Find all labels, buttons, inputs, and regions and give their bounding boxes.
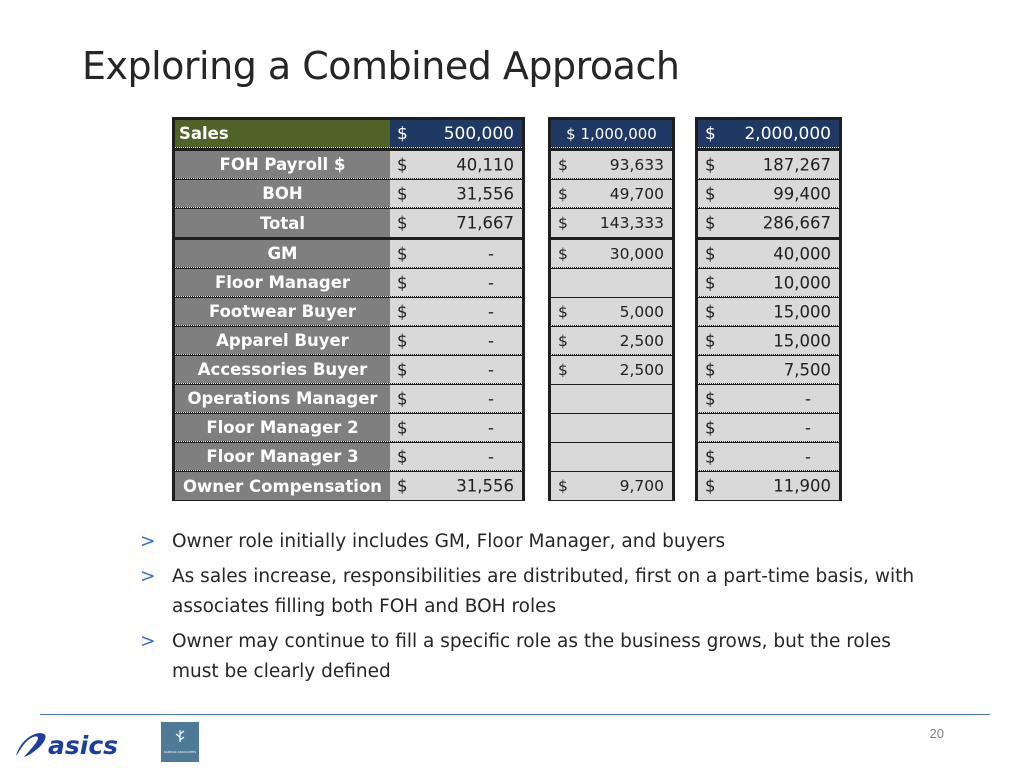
row-value: [390, 443, 522, 470]
table-row: [551, 240, 672, 268]
asics-logo-text: asics: [48, 731, 119, 760]
row-value: [698, 180, 839, 207]
row-value: [390, 120, 522, 147]
currency-symbol: $: [558, 244, 568, 263]
row-value: [390, 180, 522, 207]
currency-symbol: $: [397, 476, 408, 496]
table-500k: [172, 117, 525, 501]
table-row: [551, 443, 672, 471]
footer-divider: [40, 714, 990, 715]
table-row-total: [175, 209, 522, 237]
row-label: Floor Manager: [175, 269, 390, 296]
row-value: [390, 298, 522, 325]
table-row-apparel-buyer: [175, 327, 522, 355]
currency-symbol: $: [705, 302, 716, 321]
amount: 40,000: [773, 244, 831, 263]
row-value: [698, 240, 839, 267]
currency-symbol: $: [558, 331, 568, 350]
table-row-boh: [175, 180, 522, 208]
row-value: [390, 414, 522, 441]
row-value: [551, 356, 672, 384]
table-row-floor-manager-2: [175, 414, 522, 442]
karhan-associates-logo: [161, 722, 199, 762]
currency-symbol: $: [705, 213, 716, 233]
table-row-accessories-buyer: [175, 356, 522, 384]
table-row: [551, 414, 672, 442]
table-row-footwear-buyer: [175, 298, 522, 326]
row-label: Owner Compensation: [175, 472, 390, 500]
currency-symbol: $: [397, 273, 408, 292]
currency-symbol: $: [397, 155, 408, 174]
currency-symbol: $: [558, 361, 568, 379]
currency-symbol: $: [397, 418, 408, 437]
row-value: [698, 151, 839, 178]
table-row-floor-manager: [175, 269, 522, 297]
amount: 31,556: [456, 476, 514, 496]
row-value: [551, 180, 672, 207]
table-2m: [695, 117, 842, 501]
amount: 500,000: [443, 123, 514, 144]
currency-symbol: $: [705, 331, 716, 350]
table-row: [698, 209, 839, 237]
row-value: [551, 298, 672, 325]
row-value: [551, 414, 672, 442]
currency-symbol: $: [397, 184, 408, 203]
slide-title: Exploring a Combined Approach: [82, 44, 680, 88]
currency-symbol: $: [705, 447, 716, 466]
page-number: 20: [929, 726, 944, 741]
table-row: [551, 151, 672, 179]
row-label: GM: [175, 240, 390, 267]
amount: -: [805, 389, 811, 408]
amount: 31,556: [456, 184, 514, 203]
table-row-sales: [175, 120, 522, 148]
row-value: [390, 269, 522, 296]
bullet-item: [140, 627, 940, 687]
table-row-gm: [175, 240, 522, 268]
row-value: [698, 414, 839, 441]
amount: 286,667: [762, 213, 831, 233]
currency-symbol: $: [397, 447, 408, 466]
bullet-arrow-icon: >: [140, 631, 156, 652]
currency-symbol: $: [397, 360, 408, 379]
bullet-arrow-icon: >: [140, 531, 156, 552]
amount: 187,267: [762, 155, 831, 174]
row-label: Accessories Buyer: [175, 356, 390, 383]
asics-logo: [14, 726, 132, 760]
currency-symbol: $: [558, 155, 568, 174]
row-value: [390, 240, 522, 267]
currency-symbol: $: [705, 123, 716, 144]
amount: 30,000: [609, 244, 664, 263]
row-value: [698, 298, 839, 325]
amount: -: [488, 331, 494, 350]
currency-symbol: $: [558, 184, 568, 203]
table-row: [551, 209, 672, 237]
row-label: Floor Manager 2: [175, 414, 390, 441]
table-row: [698, 443, 839, 471]
row-value: [698, 120, 839, 147]
row-label: Sales: [175, 120, 390, 147]
amount: 2,500: [619, 361, 664, 379]
bullet-text: As sales increase, responsibilities are distributed, first on a part-time basis, with associates filling both FOH and BOH roles: [172, 566, 915, 617]
amount: 2,500: [619, 331, 664, 350]
row-value: [390, 209, 522, 237]
table-row-owner-compensation: [175, 472, 522, 500]
amount: 93,633: [609, 155, 664, 174]
row-value: [551, 209, 672, 237]
currency-symbol: $: [705, 389, 716, 408]
amount: -: [488, 273, 494, 292]
row-label: Footwear Buyer: [175, 298, 390, 325]
amount: 15,000: [773, 302, 831, 321]
row-label: Operations Manager: [175, 385, 390, 412]
karhan-logo-icon: [161, 722, 199, 762]
table-row: [551, 385, 672, 413]
row-value: [390, 472, 522, 500]
row-label: Total: [175, 209, 390, 237]
table-row: [698, 472, 839, 500]
row-value: [698, 385, 839, 412]
amount: 10,000: [773, 273, 831, 292]
amount: 5,000: [619, 302, 664, 321]
currency-symbol: $: [705, 244, 716, 263]
amount: -: [488, 447, 494, 466]
table-row-sales: [551, 120, 672, 148]
row-value: [698, 269, 839, 296]
bullet-text: Owner role initially includes GM, Floor Manager, and buyers: [172, 531, 726, 552]
amount: 40,110: [456, 155, 514, 174]
currency-symbol: $: [397, 302, 408, 321]
currency-symbol: $: [558, 477, 568, 495]
bullet-item: [140, 527, 940, 557]
karhan-logo-text: KARHAN ASSOCIATES: [163, 750, 197, 754]
row-value: [698, 327, 839, 354]
bullet-list: [140, 527, 940, 692]
row-label: FOH Payroll $: [175, 151, 390, 178]
table-row: [698, 240, 839, 268]
currency-symbol: $: [705, 418, 716, 437]
table-row: [698, 151, 839, 179]
table-row-operations-manager: [175, 385, 522, 413]
amount: -: [805, 418, 811, 437]
amount: 2,000,000: [744, 123, 831, 144]
amount: -: [488, 360, 494, 379]
bullet-text: Owner may continue to fill a specific role as the business grows, but the roles must be clearly defined: [172, 631, 891, 682]
row-value: [698, 209, 839, 237]
row-label: BOH: [175, 180, 390, 207]
row-value: [551, 269, 672, 297]
table-1m: [548, 117, 675, 501]
table-row: [551, 180, 672, 208]
asics-logo-icon: [14, 726, 132, 760]
row-label: Floor Manager 3: [175, 443, 390, 470]
table-row: [698, 385, 839, 413]
amount: $ 1,000,000: [566, 124, 657, 143]
table-row-foh-payroll: [175, 151, 522, 179]
amount: -: [488, 244, 494, 263]
row-value: [551, 240, 672, 267]
amount: 71,667: [456, 213, 514, 233]
row-value: [551, 120, 672, 147]
currency-symbol: $: [705, 360, 716, 379]
currency-symbol: $: [397, 123, 408, 144]
row-value: [390, 151, 522, 178]
amount: -: [488, 302, 494, 321]
row-value: [390, 327, 522, 354]
currency-symbol: $: [397, 389, 408, 408]
currency-symbol: $: [558, 302, 568, 321]
amount: -: [488, 389, 494, 408]
row-value: [390, 385, 522, 412]
amount: 9,700: [619, 477, 664, 495]
table-row-sales: [698, 120, 839, 148]
row-label: Apparel Buyer: [175, 327, 390, 354]
row-value: [390, 356, 522, 383]
row-value: [698, 356, 839, 383]
table-row: [698, 327, 839, 355]
amount: 99,400: [773, 184, 831, 203]
row-value: [698, 443, 839, 470]
amount: 49,700: [609, 184, 664, 203]
currency-symbol: $: [397, 244, 408, 263]
amount: 143,333: [599, 214, 664, 232]
table-row: [698, 414, 839, 442]
row-value: [698, 472, 839, 500]
table-row: [551, 472, 672, 500]
row-value: [551, 443, 672, 471]
amount: 7,500: [783, 360, 831, 379]
currency-symbol: $: [397, 213, 408, 233]
table-row: [551, 269, 672, 297]
currency-symbol: $: [558, 214, 568, 232]
bullet-arrow-icon: >: [140, 566, 156, 587]
table-row: [551, 298, 672, 326]
currency-symbol: $: [397, 331, 408, 350]
row-value: [551, 385, 672, 413]
row-value: [551, 472, 672, 500]
amount: -: [488, 418, 494, 437]
row-value: [551, 151, 672, 178]
currency-symbol: $: [705, 273, 716, 292]
currency-symbol: $: [705, 476, 716, 496]
row-value: [551, 327, 672, 354]
amount: 11,900: [773, 476, 831, 496]
currency-symbol: $: [705, 155, 716, 174]
table-row: [698, 298, 839, 326]
table-row: [698, 269, 839, 297]
table-row: [551, 356, 672, 384]
bullet-item: [140, 562, 940, 622]
amount: 15,000: [773, 331, 831, 350]
table-row: [698, 180, 839, 208]
table-row: [551, 327, 672, 355]
table-row-floor-manager-3: [175, 443, 522, 471]
table-row: [698, 356, 839, 384]
amount: -: [805, 447, 811, 466]
currency-symbol: $: [705, 184, 716, 203]
